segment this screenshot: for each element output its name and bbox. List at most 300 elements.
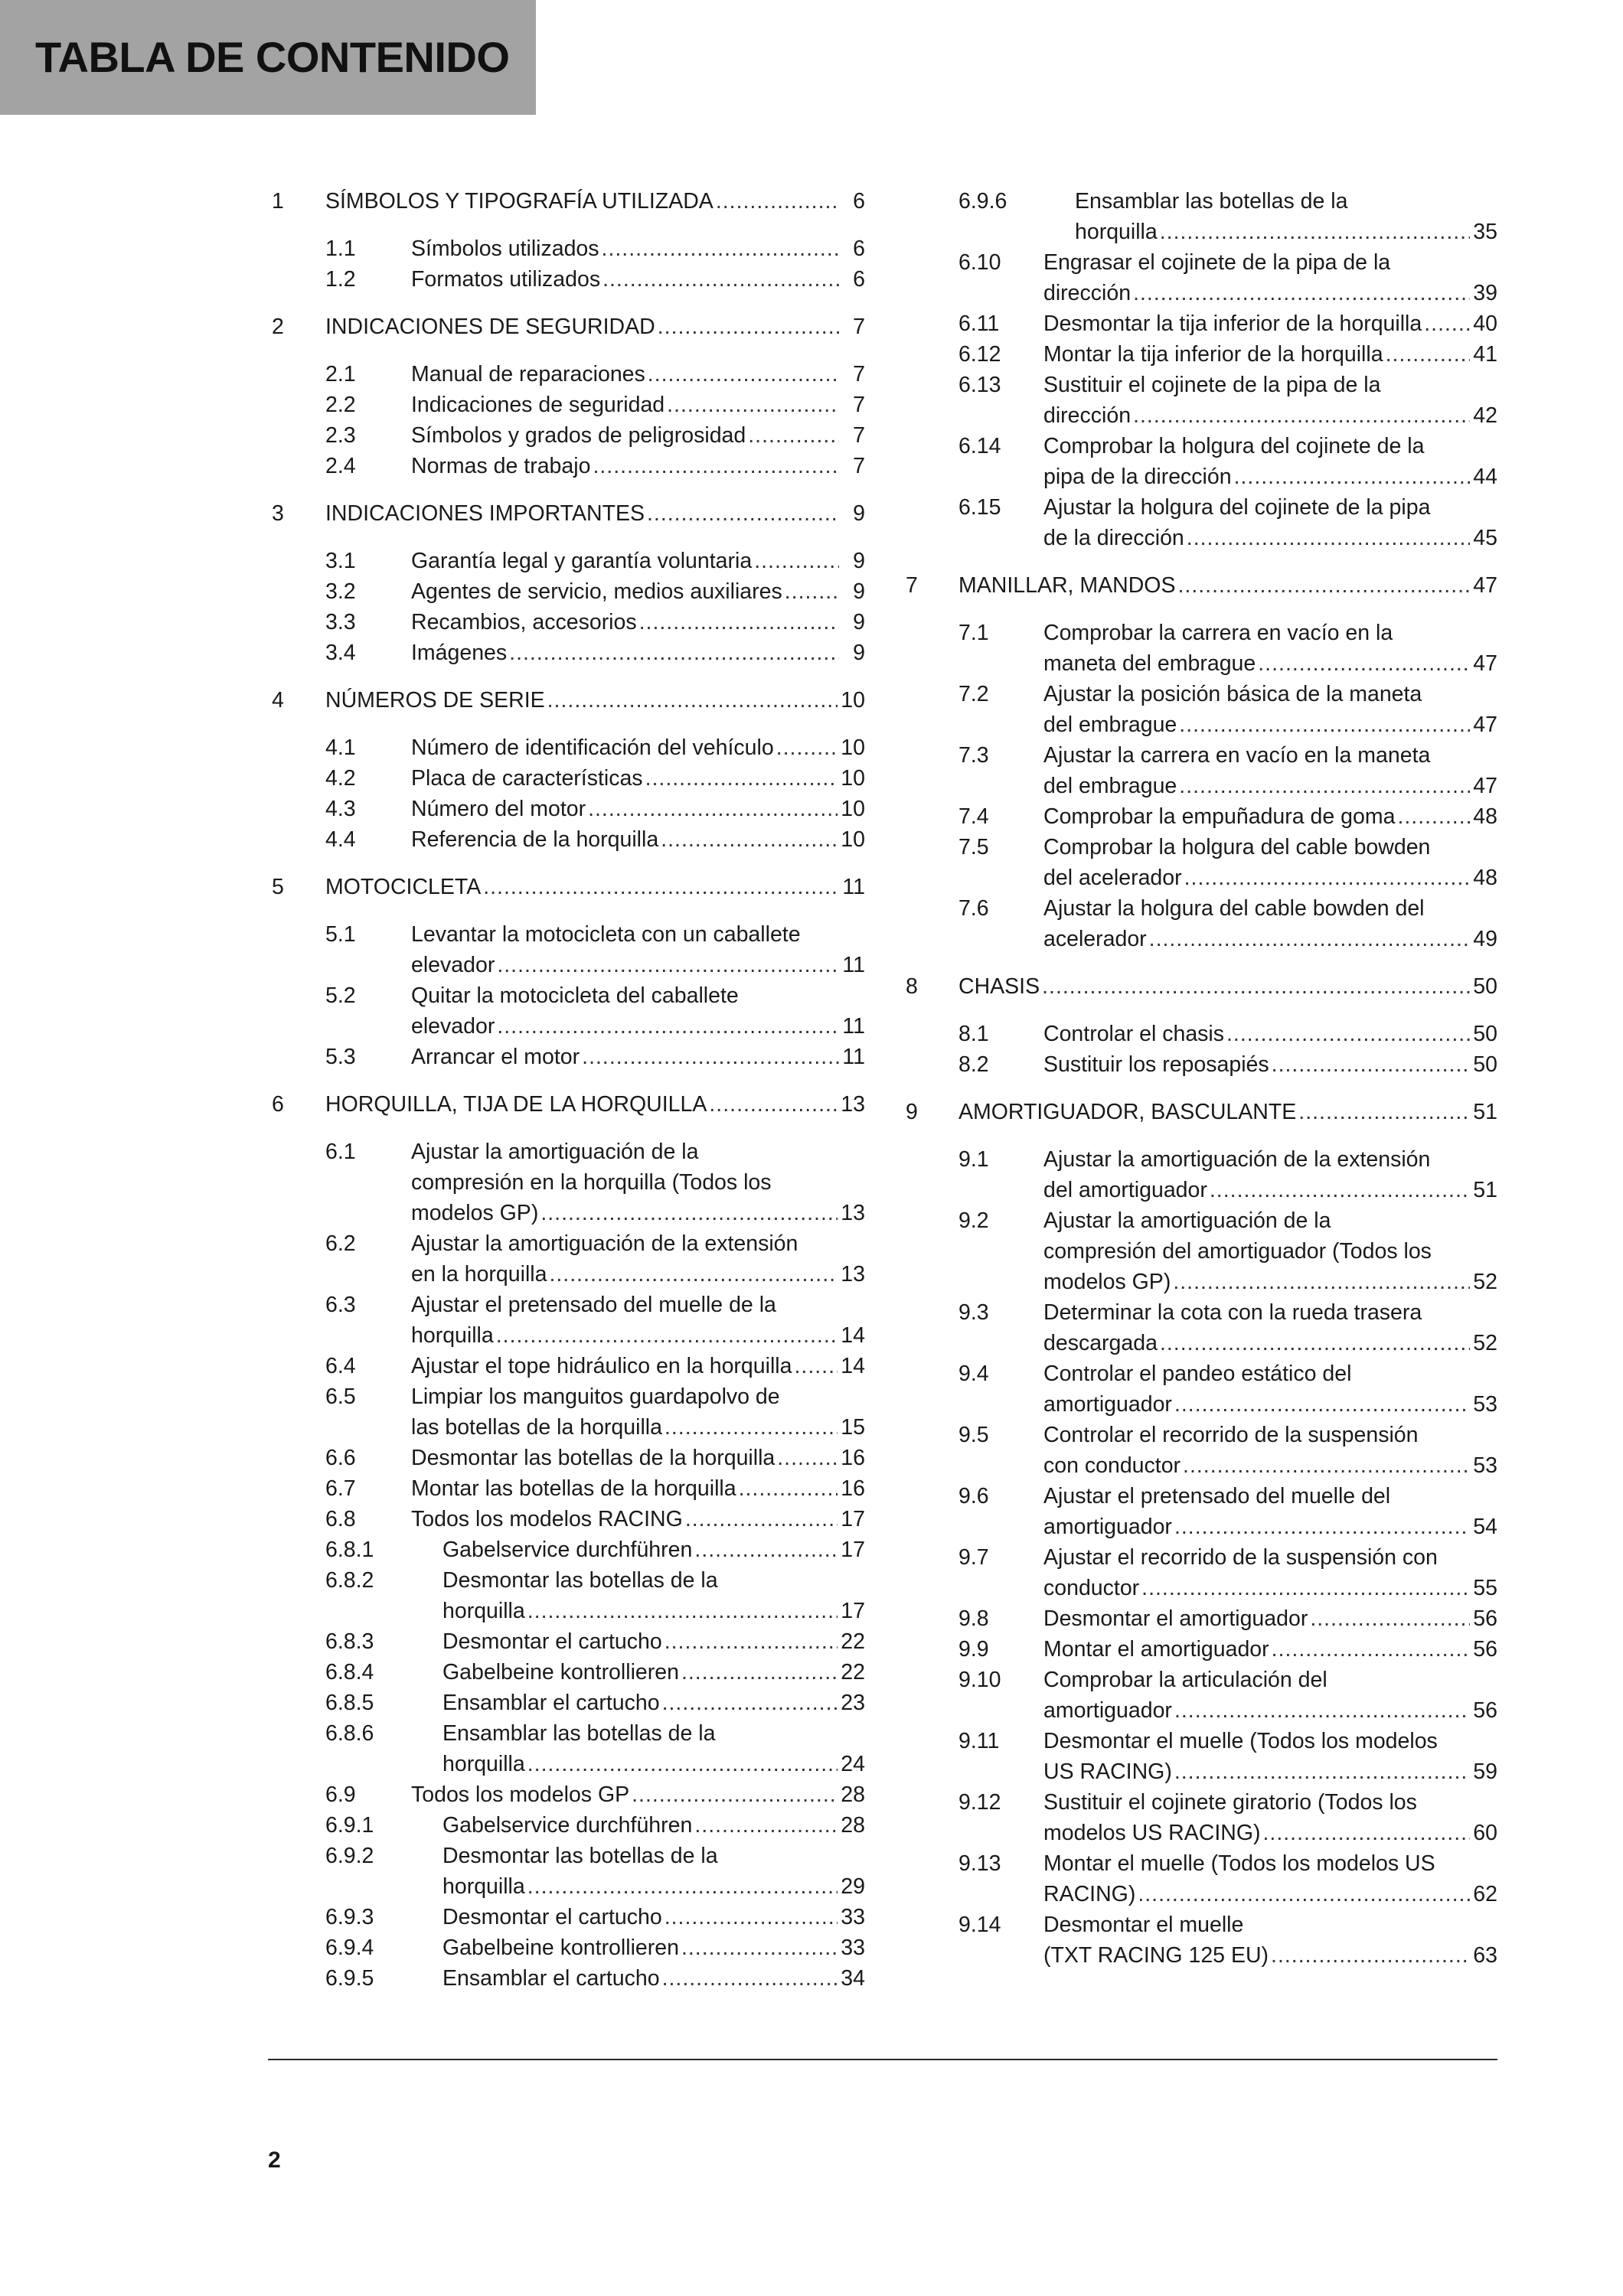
toc-entry-number: 4.4 [325,827,356,852]
toc-entry-number: 6.11 [958,311,1000,336]
toc-entry[interactable] [268,1228,865,1290]
dot-leader [754,546,839,576]
dot-leader [496,1320,838,1351]
toc-entry[interactable] [268,1932,865,1963]
toc-entry-page: 50 [1473,1022,1497,1046]
toc-entry-title-line: Indicaciones de seguridad [411,393,665,417]
toc-entry[interactable] [268,451,865,481]
toc-entry-number: 9.14 [958,1913,1001,1937]
toc-entry-page: 13 [841,1262,865,1287]
toc-entry[interactable] [902,1049,1497,1080]
toc-entry-title-line: Desmontar el muelle [1043,1913,1244,1937]
toc-entry[interactable] [902,893,1497,954]
toc-entry[interactable] [902,1481,1497,1542]
dot-leader [694,1534,838,1565]
dot-leader [549,1259,838,1290]
toc-entry-page: 6 [853,267,865,292]
dot-leader [645,763,838,794]
dot-leader [1187,523,1471,553]
toc-entry-page: 9 [853,549,865,573]
toc-entry-page: 50 [1473,1052,1497,1077]
toc-entry-page: 7 [853,393,865,417]
dot-leader [1226,1019,1470,1049]
toc-entry-page: 49 [1473,927,1497,951]
toc-entry-number: 6.8.2 [325,1568,374,1593]
dot-leader [1258,648,1470,679]
toc-entry-number: 3.4 [325,641,356,665]
dot-leader [1133,400,1470,431]
toc-entry[interactable] [902,1787,1497,1848]
toc-entry-title-line: Ajustar el tope hidráulico en la horquilla [411,1354,792,1378]
dot-leader [1397,801,1470,832]
toc-entry[interactable] [268,1443,865,1473]
toc-column-left [268,186,865,1994]
toc-entry[interactable] [902,1420,1497,1481]
toc-entry[interactable] [902,186,1497,247]
toc-entry[interactable] [268,1626,865,1657]
toc-entry-number: 9.9 [958,1637,989,1662]
page-title: TABLA DE CONTENIDO [35,33,510,81]
dot-leader [681,1932,838,1963]
toc-entry-title-line: Ajustar la holgura del cable bowden del [1043,896,1425,921]
toc-entry-title-line: Sustituir el cojinete giratorio (Todos los [1043,1790,1417,1815]
dot-leader [739,1473,838,1504]
toc-entry-title-line: compresión en la horquilla (Todos los [411,1170,772,1195]
toc-entry-title-line: Ajustar la amortiguación de la extensión [1043,1147,1431,1172]
toc-entry-title-line: acelerador [1043,927,1147,951]
toc-entry-page: 44 [1473,465,1497,489]
toc-entry[interactable] [902,1542,1497,1603]
toc-entry-title-line: Controlar el chasis [1043,1022,1225,1046]
toc-entry-title-line: dirección [1043,403,1132,428]
toc-entry-title-line: SÍMBOLOS Y TIPOGRAFÍA UTILIZADA [325,189,714,214]
dot-leader [497,1011,839,1042]
toc-entry[interactable] [268,685,865,716]
toc-entry-number: 5 [272,875,284,899]
toc-entry-page: 9 [853,501,865,526]
dot-leader [662,1688,838,1718]
toc-entry-number: 4.3 [325,797,356,821]
toc-entry[interactable] [268,390,865,420]
toc-entry-page: 24 [841,1752,865,1776]
dot-leader [582,1042,839,1072]
toc-entry-page: 7 [853,315,865,339]
toc-entry[interactable] [902,431,1497,492]
toc-entry-title-line: Ensamblar el cartucho [442,1966,660,1991]
toc-entry[interactable] [268,872,865,902]
toc-entry-title-line: Controlar el recorrido de la suspensión [1043,1423,1419,1447]
toc-entry[interactable] [902,1910,1497,1971]
toc-entry-title-line: Ajustar el recorrido de la suspensión con [1043,1545,1438,1570]
toc-entry[interactable] [268,1963,865,1994]
toc-entry[interactable] [268,186,865,217]
toc-entry-page: 13 [841,1201,865,1225]
toc-entry-number: 6.5 [325,1384,356,1409]
toc-entry-number: 7.5 [958,835,989,859]
toc-entry-number: 3.2 [325,579,356,604]
toc-entry-number: 6.13 [958,373,1001,397]
toc-entry-page: 33 [841,1936,865,1960]
toc-entry-title-line: Sustituir el cojinete de la pipa de la [1043,373,1381,397]
toc-entry-number: 9.13 [958,1851,1001,1876]
toc-entry-number: 5.1 [325,922,356,947]
toc-entry-page: 9 [853,641,865,665]
toc-entry-page: 39 [1473,281,1497,305]
toc-entry-page: 16 [841,1476,865,1501]
toc-entry[interactable] [268,311,865,342]
toc-entry-page: 22 [841,1660,865,1684]
toc-entry-title-line: horquilla [1075,220,1158,244]
toc-entry-page: 52 [1473,1270,1497,1294]
toc-entry-page: 22 [841,1629,865,1654]
toc-entry-page: 60 [1473,1821,1497,1845]
footer-divider [268,2059,1497,2060]
toc-entry[interactable] [268,980,865,1042]
toc-entry-number: 6 [272,1092,284,1117]
toc-entry-title-line: RACING) [1043,1882,1136,1906]
toc-entry[interactable] [902,618,1497,679]
dot-leader [1174,1756,1470,1787]
toc-entry-title-line: Desmontar las botellas de la horquilla [411,1446,776,1470]
toc-entry-number: 6.12 [958,342,1001,367]
toc-entry-number: 4.2 [325,766,356,791]
toc-entry-page: 28 [841,1782,865,1807]
toc-entry-title-line: Desmontar las botellas de la [442,1844,718,1868]
toc-entry[interactable] [268,1351,865,1381]
toc-entry[interactable] [268,763,865,794]
toc-entry-number: 6.9.1 [325,1813,374,1838]
toc-entry-title-line: descargada [1043,1331,1158,1355]
dot-leader [1179,709,1470,740]
toc-entry-number: 7.2 [958,682,989,706]
toc-entry[interactable] [902,679,1497,740]
dot-leader [1262,1818,1470,1848]
toc-entry-page: 53 [1473,1453,1497,1478]
toc-entry-number: 6.3 [325,1293,356,1317]
dot-leader [603,264,839,295]
toc-entry[interactable] [902,1848,1497,1910]
toc-entry-number: 2 [272,315,284,339]
dot-leader [1160,217,1471,247]
toc-entry[interactable] [902,1726,1497,1787]
toc-entry-number: 6.8.6 [325,1721,374,1746]
toc-entry-title-line: Montar la tija inferior de la horquilla [1043,342,1383,367]
dot-leader [1138,1879,1470,1910]
toc-entry[interactable] [268,546,865,576]
toc-entry-number: 1.2 [325,267,356,292]
toc-entry[interactable] [268,607,865,638]
toc-entry[interactable] [268,420,865,451]
dot-leader [527,1749,838,1779]
toc-entry[interactable] [902,1358,1497,1420]
toc-entry-title-line: Formatos utilizados [411,267,601,292]
toc-entry[interactable] [268,498,865,529]
toc-entry-page: 11 [842,1014,865,1039]
toc-entry[interactable] [268,264,865,295]
toc-entry-page: 56 [1473,1637,1497,1662]
toc-entry[interactable] [268,824,865,855]
toc-entry-number: 8.1 [958,1022,989,1046]
toc-entry-number: 6.6 [325,1446,356,1470]
toc-entry-page: 47 [1473,774,1497,798]
toc-entry-page: 23 [841,1691,865,1715]
dot-leader [647,498,839,529]
toc-entry[interactable] [268,794,865,824]
toc-entry-title-line: Símbolos y grados de peligrosidad [411,423,746,448]
toc-entry-title-line: amortiguador [1043,1698,1172,1723]
toc-entry-title-line: Ensamblar las botellas de la [1075,189,1348,214]
toc-entry-title-line: compresión del amortiguador (Todos los [1043,1239,1432,1264]
toc-entry[interactable] [268,1810,865,1841]
dot-leader [1298,1097,1470,1127]
toc-entry-title-line: Ajustar la amortiguación de la [1043,1208,1331,1233]
dot-leader [1386,339,1471,370]
toc-entry-number: 2.1 [325,362,356,386]
dot-leader [709,1089,838,1120]
toc-entry-title-line: Montar el amortiguador [1043,1637,1269,1662]
dot-leader [1174,1695,1470,1726]
toc-entry-number: 6.4 [325,1354,356,1378]
dot-leader [1179,771,1470,801]
toc-entry[interactable] [268,359,865,390]
toc-entry[interactable] [902,801,1497,832]
toc-entry-title-line: Ajustar el pretensado del muelle del [1043,1484,1391,1508]
toc-entry-title-line: del amortiguador [1043,1178,1207,1202]
toc-entry-page: 7 [853,454,865,478]
toc-entry-page: 11 [842,953,865,977]
toc-entry[interactable] [268,1290,865,1351]
toc-entry-page: 14 [841,1323,865,1348]
dot-leader [777,1443,838,1473]
toc-entry-page: 56 [1473,1698,1497,1723]
dot-leader [785,576,839,607]
toc-entry-number: 4.1 [325,735,356,760]
toc-entry[interactable] [902,370,1497,431]
toc-entry-number: 6.8.1 [325,1538,374,1562]
toc-entry-page: 45 [1473,526,1497,550]
toc-entry-page: 40 [1473,311,1497,336]
toc-entry-number: 9 [906,1100,918,1124]
toc-entry[interactable] [902,832,1497,893]
toc-entry[interactable] [902,1665,1497,1726]
toc-entry-number: 2.3 [325,423,356,448]
toc-entry-title-line: Ensamblar el cartucho [442,1691,660,1715]
toc-entry[interactable] [268,576,865,607]
toc-entry[interactable] [902,247,1497,308]
toc-entry-title-line: Número de identificación del vehículo [411,735,774,760]
dot-leader [1272,1634,1471,1665]
toc-entry-page: 51 [1473,1178,1497,1202]
toc-entry[interactable] [902,1603,1497,1634]
toc-entry-title-line: (TXT RACING 125 EU) [1043,1943,1269,1968]
toc-entry-page: 56 [1473,1606,1497,1631]
toc-entry-number: 9.11 [958,1729,1000,1753]
toc-entry-page: 11 [842,1045,865,1069]
toc-entry[interactable] [268,1137,865,1228]
toc-entry-number: 5.2 [325,983,356,1008]
toc-entry[interactable] [268,1089,865,1120]
toc-entry[interactable] [268,638,865,668]
toc-entry[interactable] [268,1473,865,1504]
toc-entry-number: 6.8.5 [325,1691,374,1715]
toc-entry[interactable] [902,740,1497,801]
dot-leader [527,1596,838,1626]
toc-entry-page: 6 [853,189,865,214]
toc-entry-title-line: Gabelservice durchführen [442,1813,693,1838]
toc-entry-page: 7 [853,362,865,386]
toc-entry-title-line: Manual de reparaciones [411,362,645,386]
toc-entry-page: 47 [1473,573,1497,598]
toc-entry[interactable] [902,339,1497,370]
toc-entry-title-line: Garantía legal y garantía voluntaria [411,549,753,573]
toc-entry-title-line: Comprobar la carrera en vacío en la [1043,621,1393,645]
toc-entry[interactable] [902,1019,1497,1049]
toc-entry[interactable] [268,1657,865,1688]
dot-leader [1210,1175,1470,1205]
dot-leader [1173,1267,1470,1297]
toc-entry-number: 6.8.4 [325,1660,374,1684]
toc-entry-title-line: Desmontar el cartucho [442,1629,662,1654]
toc-entry-page: 53 [1473,1392,1497,1417]
toc-entry[interactable] [902,1634,1497,1665]
toc-entry-title-line: modelos US RACING) [1043,1821,1261,1845]
toc-entry-title-line: amortiguador [1043,1515,1172,1539]
toc-entry-page: 29 [841,1874,865,1899]
toc-entry-number: 9.1 [958,1147,989,1172]
toc-entry-page: 15 [841,1415,865,1440]
toc-entry-title-line: MANILLAR, MANDOS [958,573,1176,598]
toc-entry-number: 6.15 [958,495,1001,520]
dot-leader [1310,1603,1470,1634]
toc-entry[interactable] [268,1565,865,1626]
toc-entry-title-line: Ensamblar las botellas de la [442,1721,716,1746]
dot-leader [681,1657,838,1688]
toc-entry-title-line: dirección [1043,281,1132,305]
dot-leader [509,638,839,668]
toc-entry-page: 47 [1473,651,1497,676]
toc-entry[interactable] [902,1205,1497,1297]
toc-entry-title-line: Arrancar el motor [411,1045,580,1069]
dot-leader [593,451,839,481]
toc-entry[interactable] [268,1504,865,1534]
dot-leader [1174,1389,1470,1420]
toc-entry[interactable] [268,1688,865,1718]
dot-leader [1141,1573,1470,1603]
toc-entry[interactable] [268,919,865,980]
toc-entry-number: 9.12 [958,1790,1001,1815]
dot-leader [661,824,838,855]
toc-entry-number: 7.4 [958,804,989,829]
toc-entry[interactable] [902,1297,1497,1358]
toc-entry-title-line: Determinar la cota con la rueda trasera [1043,1300,1422,1325]
toc-entry-title-line: horquilla [411,1323,494,1348]
toc-entry-title-line: Comprobar la holgura del cojinete de la [1043,434,1425,458]
toc-entry[interactable] [268,1381,865,1443]
toc-entry-page: 54 [1473,1515,1497,1539]
toc-entry-page: 33 [841,1905,865,1929]
toc-entry-number: 9.6 [958,1484,989,1508]
toc-entry-number: 7 [906,573,918,598]
dot-leader [540,1198,838,1228]
dot-leader [602,233,839,264]
toc-entry[interactable] [268,1902,865,1932]
toc-entry[interactable] [902,1144,1497,1205]
toc-entry-title-line: Controlar el pandeo estático del [1043,1362,1352,1386]
toc-entry-title-line: con conductor [1043,1453,1181,1478]
toc-entry-title-line: conductor [1043,1576,1140,1600]
toc-entry-title-line: Ajustar la carrera en vacío en la maneta [1043,743,1431,768]
toc-entry-title-line: modelos GP) [1043,1270,1171,1294]
toc-entry[interactable] [268,1718,865,1779]
toc-entry-title-line: Montar el muelle (Todos los modelos US [1043,1851,1435,1876]
toc-entry-number: 9.10 [958,1668,1001,1692]
toc-entry-page: 52 [1473,1331,1497,1355]
toc-entry-page: 35 [1473,220,1497,244]
toc-entry[interactable] [902,492,1497,553]
toc-entry[interactable] [268,732,865,763]
toc-entry[interactable] [902,971,1497,1002]
toc-entry-page: 59 [1473,1760,1497,1784]
dot-leader [776,732,838,763]
toc-entry-number: 6.8.3 [325,1629,374,1654]
dot-leader [483,872,839,902]
toc-entry-page: 17 [841,1538,865,1562]
toc-entry-number: 6.8 [325,1507,356,1531]
toc-entry-page: 48 [1473,804,1497,829]
toc-entry-number: 1.1 [325,236,356,261]
dot-leader [1272,1049,1471,1080]
header-banner [0,0,536,115]
toc-entry-title-line: elevador [411,953,495,977]
dot-leader [497,950,839,980]
toc-entry-number: 6.2 [325,1231,356,1256]
dot-leader [527,1871,838,1902]
toc-entry-page: 17 [841,1507,865,1531]
toc-entry-page: 14 [841,1354,865,1378]
dot-leader [658,311,839,342]
toc-entry[interactable] [268,1534,865,1565]
toc-entry[interactable] [268,233,865,264]
toc-entry[interactable] [268,1841,865,1902]
toc-entry-page: 11 [842,875,865,899]
dot-leader [794,1351,838,1381]
toc-entry[interactable] [902,308,1497,339]
toc-entry[interactable] [902,570,1497,601]
toc-entry-number: 2.4 [325,454,356,478]
toc-entry-page: 6 [853,236,865,261]
toc-entry-title-line: Desmontar las botellas de la [442,1568,718,1593]
toc-entry-title-line: horquilla [442,1752,525,1776]
dot-leader [748,420,839,451]
dot-leader [1160,1328,1470,1358]
toc-entry-number: 8 [906,974,918,999]
dot-leader [1149,924,1471,954]
toc-entry[interactable] [268,1042,865,1072]
toc-entry[interactable] [902,1097,1497,1127]
toc-entry-title-line: Desmontar el muelle (Todos los modelos [1043,1729,1438,1753]
toc-entry-title-line: Ajustar la holgura del cojinete de la pipa [1043,495,1431,520]
toc-entry-title-line: Comprobar la holgura del cable bowden [1043,835,1431,859]
dot-leader [639,607,839,638]
toc-entry-page: 28 [841,1813,865,1838]
dot-leader [694,1810,838,1841]
dot-leader [685,1504,838,1534]
toc-entry-title-line: pipa de la dirección [1043,465,1232,489]
toc-entry-title-line: maneta del embrague [1043,651,1256,676]
toc-entry-number: 1 [272,189,284,214]
toc-entry-number: 3.1 [325,549,356,573]
toc-entry[interactable] [268,1779,865,1810]
